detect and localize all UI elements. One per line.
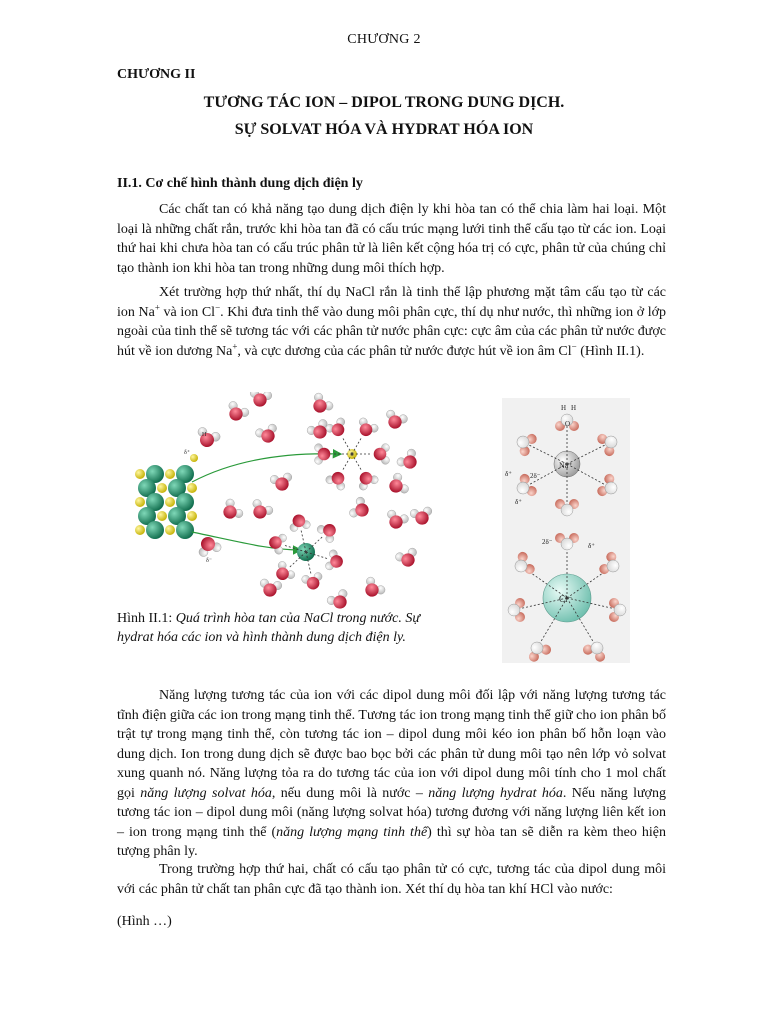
oxygen-label: O [565,420,571,428]
oxygen-atom [311,397,330,416]
sodium-ion [157,511,167,521]
sodium-ion [165,497,175,507]
oxygen-atom [363,581,382,600]
oxygen-atom [374,448,387,461]
water-molecule [324,416,350,440]
water-molecule [359,575,386,602]
water-molecule [271,560,297,586]
sodium-ion [135,497,145,507]
delta-minus-label: δ⁻ [206,558,212,564]
water-molecule [194,426,222,450]
water-molecule [385,472,410,499]
paragraph-4: Trong trường hợp thứ hai, chất có cấu tạo phân tử có cực, tương tác của dipol dung môi với các phân tử chất tan phân cực đã tạo thành ion. Xét thí dụ hòa tan khí HCl vào nước: [117,862,666,897]
water-molecule [247,498,274,523]
running-header: CHƯƠNG 2 [347,32,421,47]
delta-plus-label: δ⁺ [515,498,522,506]
water-molecule [270,472,294,492]
hydrogen-label: H [561,404,567,412]
nacl-crystal [135,465,197,539]
water-molecule [374,444,390,465]
water-molecule [324,549,345,573]
delta-plus-label: δ⁺ [588,542,595,550]
delta-plus-label: δ⁺ [505,470,512,478]
water-molecule [254,423,280,446]
water-molecule [383,509,409,532]
sodium-ion-label: Na⁺ [559,461,573,470]
paragraph-2: Xét trường hợp thứ nhất, thí dụ NaCl rắn là tinh thể lập phương mặt tâm cấu tạo từ các ion Na+ và ion Cl−. Khi đưa tinh thể vào dung môi phân cực, thí dụ như nước, thì những ion ở lớp ngoài của tinh thể sẽ tương tác với các phân tử nước phân cực: cực âm của các phân tử nước được hút về ion dương Na+, và cực dương của các phân tử nước được hút về ion âm Cl− (Hình II.1). [117,285,667,359]
chapter-title-line2: SỰ SOLVAT HÓA VÀ HYDRAT HÓA ION [234,121,534,138]
left-illustration [135,392,434,613]
oxygen-atom-detail [614,604,626,616]
chloride-ion [146,521,164,539]
water-molecule [316,518,342,544]
oxygen-atom-detail [561,538,573,550]
chapter-label: CHƯƠNG II [117,67,196,82]
oxygen-atom [274,565,292,583]
water-molecule [348,496,373,523]
water-molecule [218,497,245,524]
sodium-ion [187,483,197,493]
section-heading: II.1. Cơ chế hình thành dung dịch điện ly [117,176,363,191]
water-molecule [266,531,287,555]
sodium-ion [135,469,145,479]
two-delta-minus-label: 2δ⁻ [542,538,553,546]
oxygen-atom-detail [561,504,573,516]
paragraph-3: Năng lượng tương tác của ion với các dipol dung môi đối lập với năng lượng tương tác tĩnh điện giữa các ion trong mạng tinh thể. Tương tác ion trong mạng tinh thể giữ cho ion phân bố trật tự trong mạng tinh thể, còn tương tác ion – dipol dung môi kéo ion phân bố hỗn loạn vào dung dịch. Ion trong dung dịch sẽ được bao bọc bởi các phân tử dung môi tạo nên lớp vỏ solvat xung quanh nó. Năng lượng tỏa ra do tương tác của ion với dipol dung môi tính cho 1 mol chất gọi năng lượng solvat hóa, nếu dung môi là nước – năng lượng hydrat hóa. Nếu năng lượng tương tác ion – dipol dung môi (năng lượng solvat hóa) tương đương với năng lượng liên kết ion – ion trong mạng tinh thể (năng lượng mạng tinh thể) thì sự hòa tan sẽ diễn ra kèm theo hiện tượng phân ly. [117,688,666,859]
water-molecule [307,392,334,418]
water-molecule [410,506,434,526]
sodium-ion [135,525,145,535]
hydrogen-label: H [571,404,577,412]
sodium-ion [187,511,197,521]
sodium-ion [190,454,198,462]
chloride-ion [176,521,194,539]
chloride-ion-label: Cl⁻ [559,594,573,604]
water-molecule [394,547,420,570]
water-molecule [223,400,250,425]
two-delta-minus-label: 2δ⁻ [530,472,541,480]
paragraph-1: Các chất tan có khả năng tạo dung dịch điện ly khi hòa tan có thể chia làm hai loại. Một loại là những chất rắn, trước khi hòa tan đã có cấu trúc mạng lưới tinh thể cấu tạo từ các ion. Loại thứ hai khi chưa hòa tan có cấu trúc phân tử là liên kết cộng hóa trị có cực, phân tử của chúng chỉ tạo thành ion khi hòa tan trong những dung môi thích hợp. [117,202,666,276]
water-molecule [287,512,311,532]
oxygen-atom [401,453,420,472]
water-molecule [382,409,408,432]
water-molecule [354,416,380,440]
oxygen-atom [321,521,339,539]
delta-plus-label: δ⁺ [184,450,190,456]
water-molecule [395,447,422,474]
sodium-ion [165,469,175,479]
water-molecule [258,578,282,598]
figure-placeholder-text: (Hình …) [117,914,172,929]
chapter-title-line1: TƯƠNG TÁC ION – DIPOL TRONG DUNG DỊCH. [203,94,565,111]
sodium-ion [165,525,175,535]
water-molecule [248,392,272,408]
sodium-ion [157,483,167,493]
figure-caption: Hình II.1: Quá trình hòa tan của NaCl trong nước. Sự hydrat hóa các ion và hình thành dung dịch điện ly. [117,611,421,645]
water-molecule [301,572,325,592]
oxygen-atom-detail [508,604,520,616]
hydrogen-label: H [202,432,207,438]
water-molecule [354,468,380,492]
oxygen-atom [318,448,331,461]
oxygen-atom [221,503,240,522]
water-molecule [324,468,350,492]
